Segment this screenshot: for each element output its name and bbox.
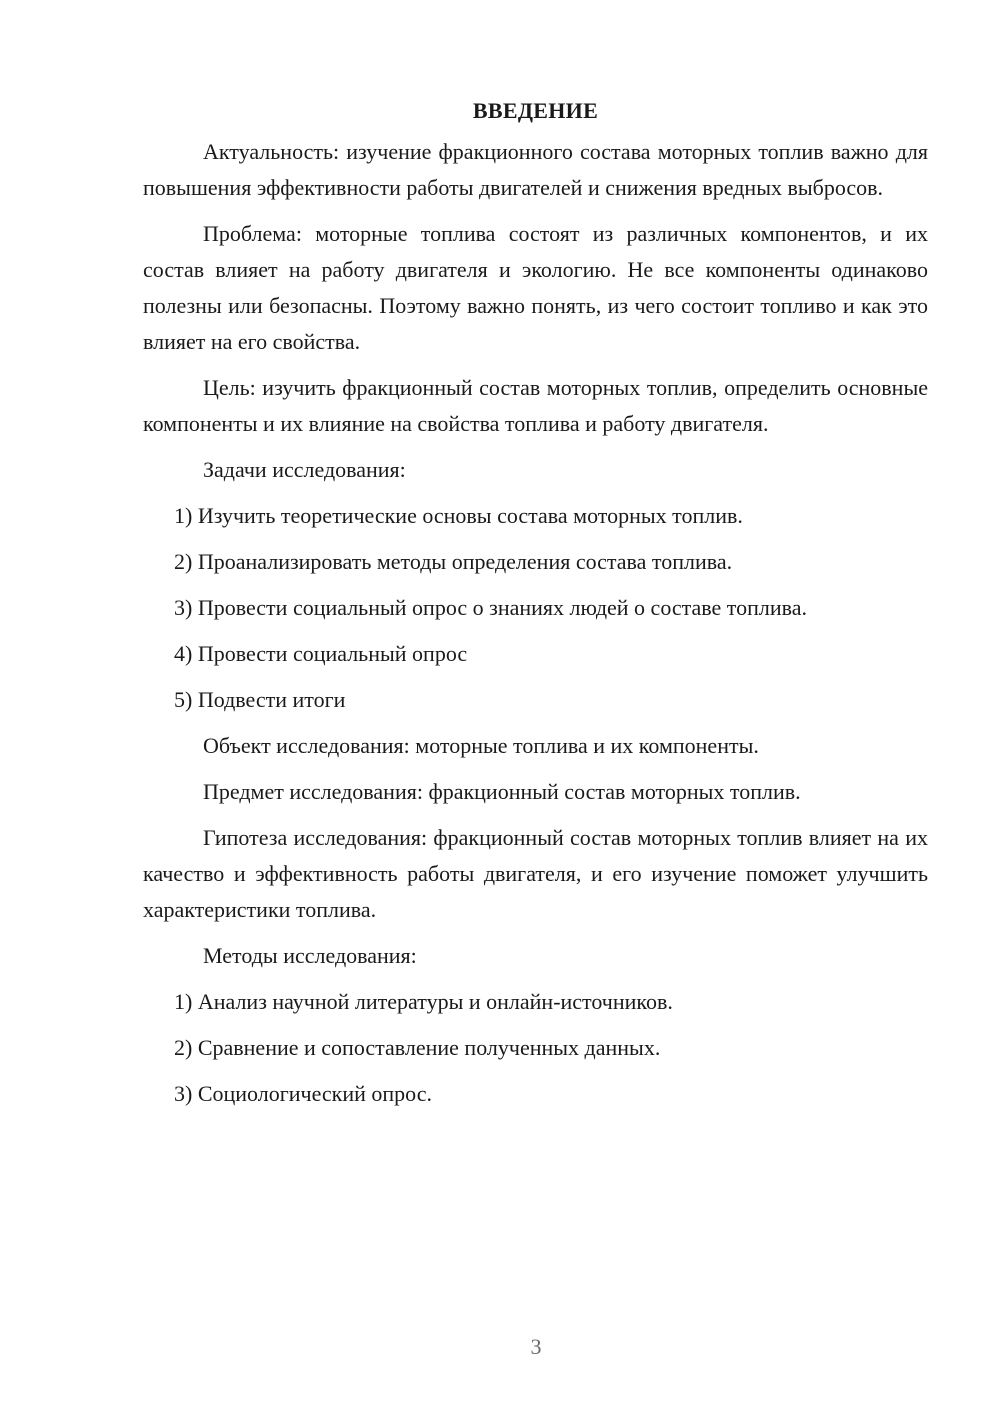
section-heading: ВВЕДЕНИЕ	[472, 98, 599, 123]
methods-list	[143, 984, 928, 1112]
list-item: 5) Подвести итоги	[174, 687, 346, 712]
subject-paragraph: Предмет исследования: фракционный состав моторных топлив.	[203, 779, 801, 804]
relevance-paragraph: Актуальность: изучение фракционного состава моторных топлив важно для повышения эффективности работы двигателей и снижения вредных выбросов.	[143, 139, 928, 200]
methods-heading: Методы исследования:	[203, 943, 417, 968]
tasks-heading: Задачи исследования:	[203, 457, 406, 482]
page-number: 3	[530, 1334, 542, 1359]
list-item: 1) Изучить теоретические основы состава моторных топлив.	[174, 503, 743, 528]
list-item: 3) Социологический опрос.	[174, 1081, 432, 1106]
list-item: 3) Провести социальный опрос о знаниях людей о составе топлива.	[174, 595, 808, 620]
list-item: 2) Сравнение и сопоставление полученных данных.	[174, 1035, 661, 1060]
tasks-list	[143, 498, 928, 718]
goal-paragraph: Цель: изучить фракционный состав моторных топлив, определить основные компоненты и их влияние на свойства топлива и работу двигателя.	[143, 375, 928, 436]
list-item: 4) Провести социальный опрос	[174, 641, 468, 666]
object-paragraph: Объект исследования: моторные топлива и их компоненты.	[203, 733, 759, 758]
page-content	[143, 94, 928, 1122]
list-item: 2) Проанализировать методы определения состава топлива.	[174, 549, 733, 574]
problem-paragraph: Проблема: моторные топлива состоят из различных компонентов, и их состав влияет на работу двигателя и экологию. Не все компоненты одинаково полезны или безопасны. Поэтому важно понять, из чего состоит топливо и как это влияет на его свойства.	[143, 221, 928, 354]
list-item: 1) Анализ научной литературы и онлайн-источников.	[174, 989, 673, 1014]
hypothesis-paragraph: Гипотеза исследования: фракционный состав моторных топлив влияет на их качество и эффективность работы двигателя, и его изучение поможет улучшить характеристики топлива.	[143, 825, 928, 922]
